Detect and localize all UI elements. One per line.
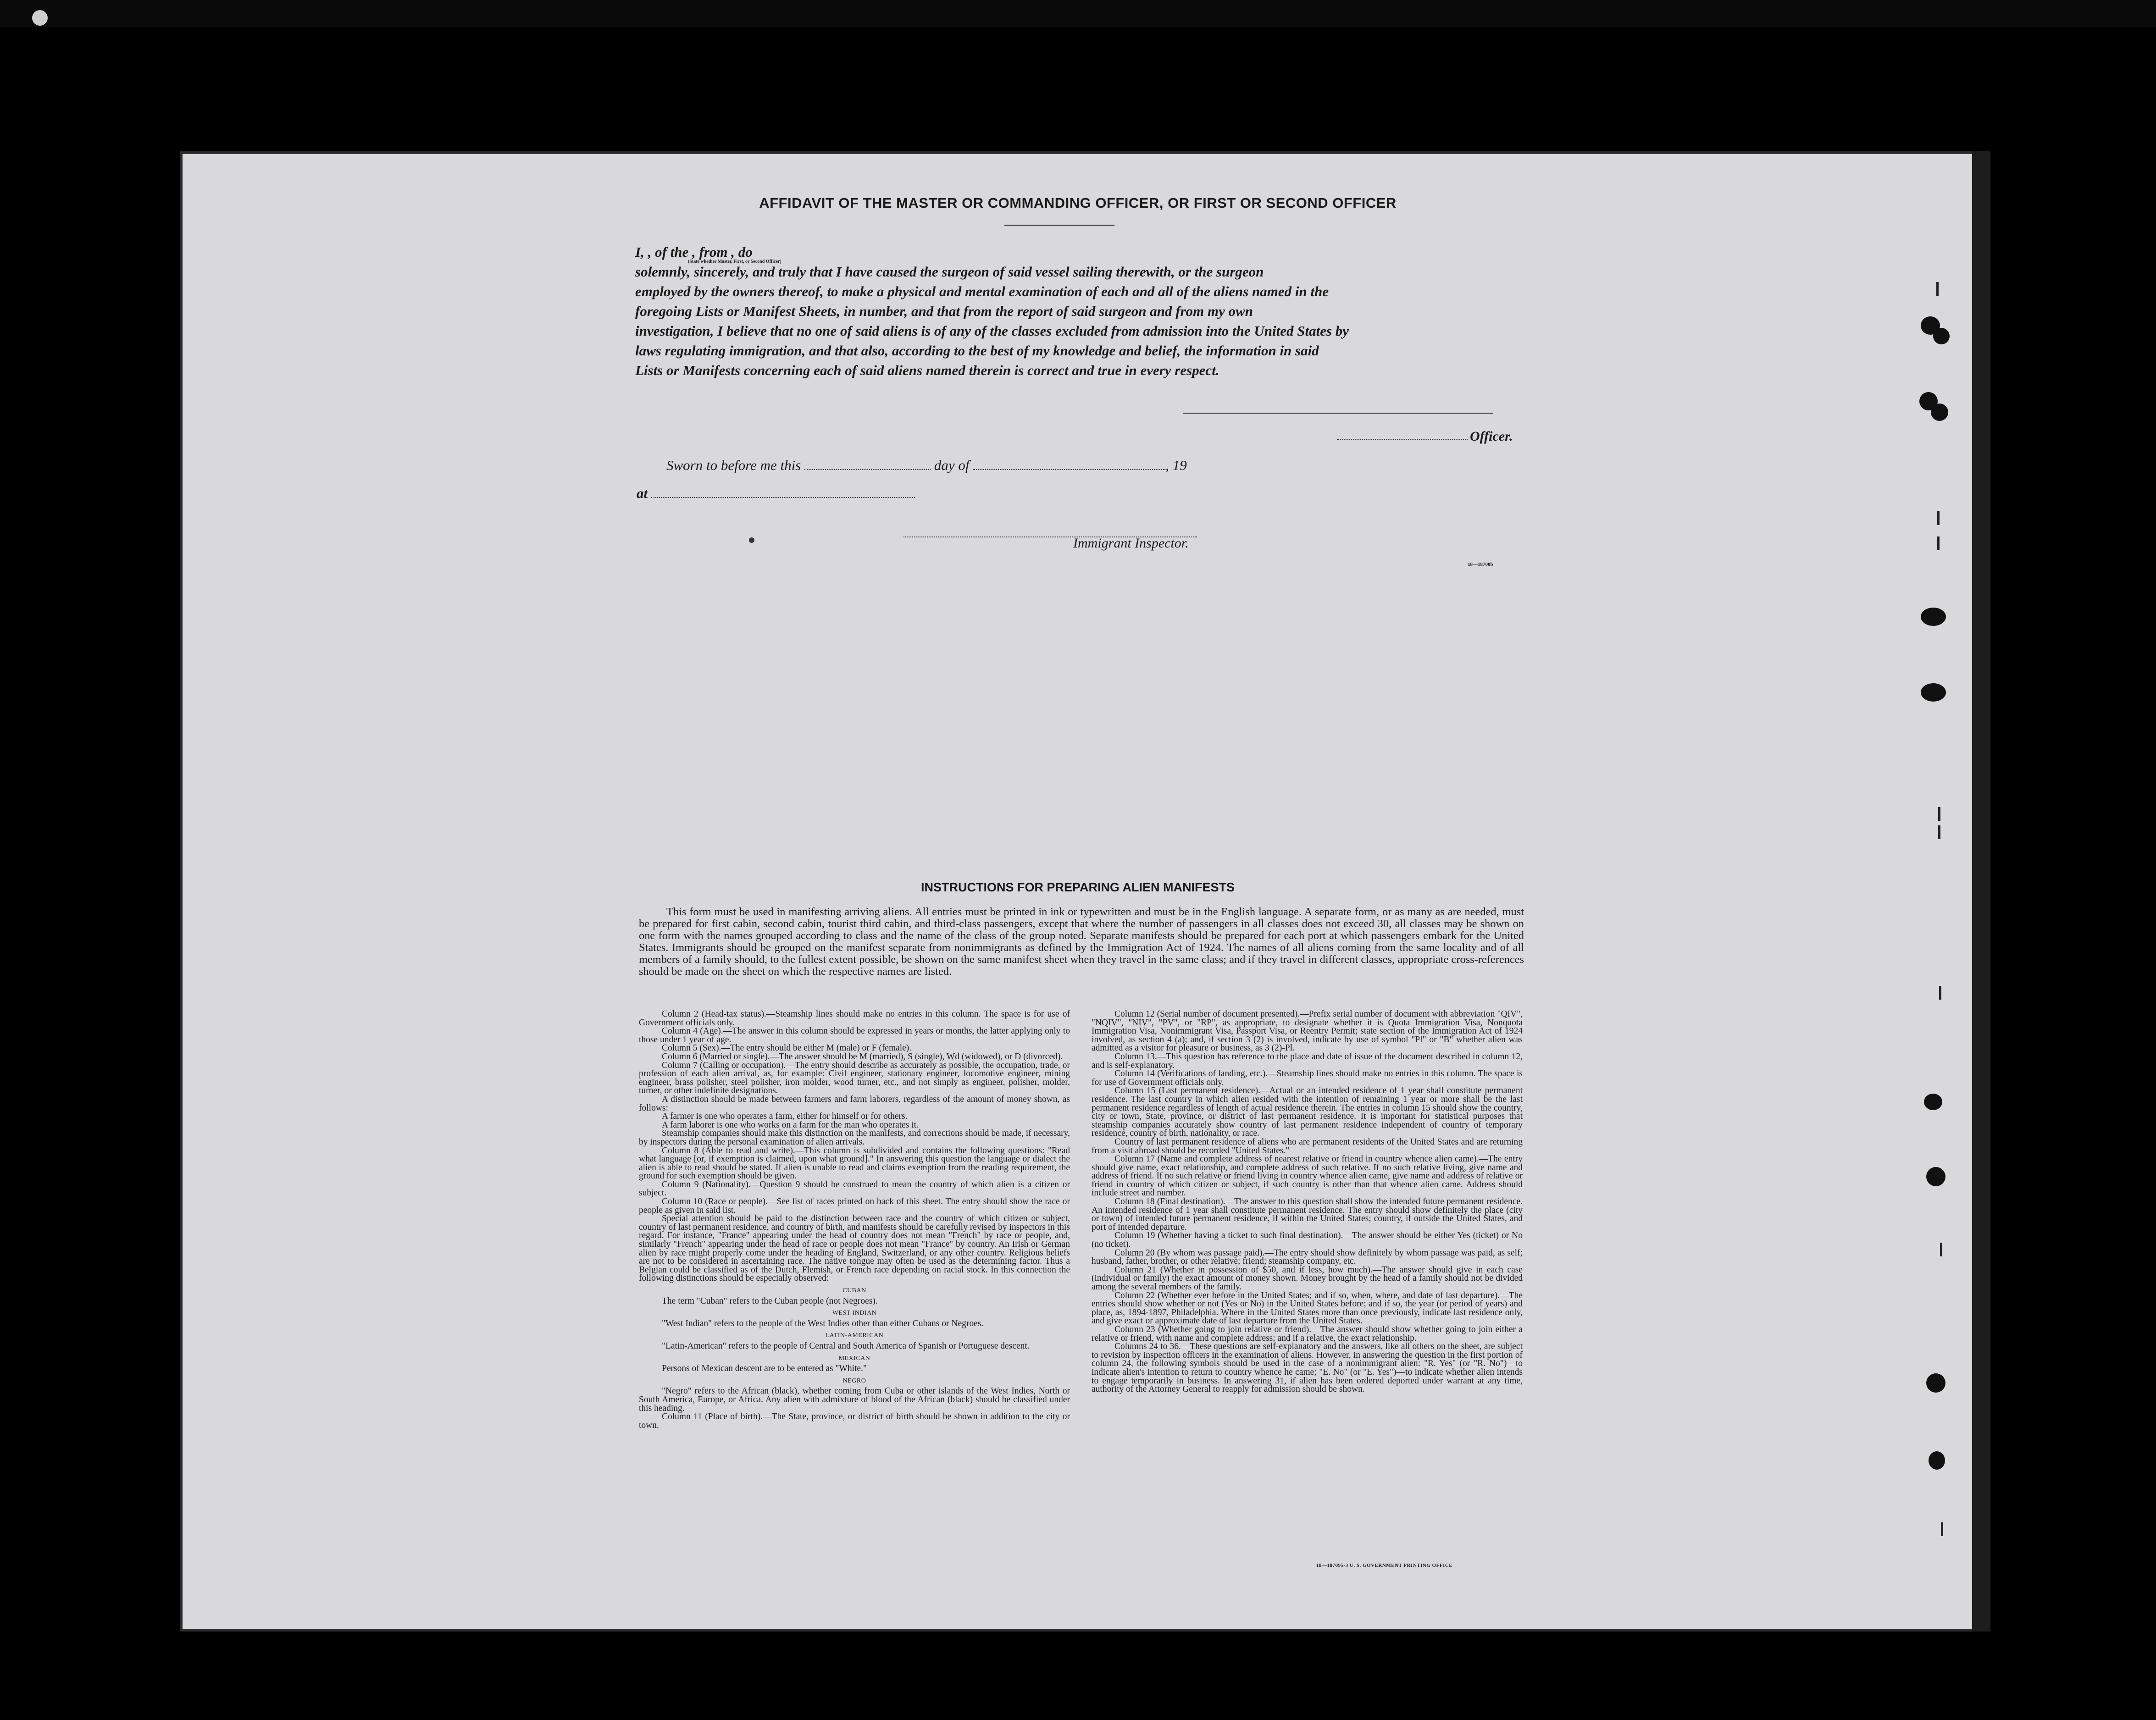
film-marker [32, 10, 48, 26]
affidavit-line1-c: , from [692, 244, 728, 260]
page-edge-shadow [1972, 151, 1990, 1632]
affidavit-line1-b: , of the [648, 244, 689, 260]
edge-mark [1938, 807, 1940, 821]
affidavit-title: AFFIDAVIT OF THE MASTER OR COMMANDING OFFICER, OR FIRST OR SECOND OFFICER [759, 195, 1397, 211]
instruction-paragraph: Column 6 (Married or single).—The answer should be M (married), S (single), Wd (widowed), or D (divorced). [662, 1051, 1063, 1062]
instructions-left-column [639, 1010, 1070, 1430]
punch-hole [1921, 608, 1946, 626]
instruction-paragraph: Column 22 (Whether ever before in the United States; and if so, when, where, and date of last departure).—The entries should show whether or not (Yes or No) in the United States before; and if so, the year (or period of years) and place, as, 1894-1897, Philadelphia. Where in the United States more than once previously, indicate last residence only, and give exact or approximate date of last departure from the United States. [1092, 1290, 1523, 1326]
instruction-paragraph: Column 14 (Verifications of landing, etc.).—Steamship lines should make no entries in this column. The space is for use of Government officials only. [1092, 1069, 1523, 1087]
instruction-paragraph: Columns 24 to 36.—These questions are self-explanatory and the answers, like all others on the sheet, are subject to revision by inspection officers in the examination of aliens. However, in answering the question in the first portion of column 24, the following symbols should be used in the case of a nonimmigrant alien: "R. Yes" (or "R. No")—to indicate alien's intention to return to country whence he came; "E. No" (or "E. Yes")—to indicate whether alien intends to engage temporarily in business. In answering 31, if alien has been ordered deported under warrant at any time, authority of the Attorney General to reapply for admission should be shown. [1092, 1342, 1523, 1394]
column-11-text: Column 11 (Place of birth).—The State, province, or district of birth should be shown in addition to the city or town. [639, 1412, 1070, 1430]
at-label: at [637, 485, 648, 501]
punch-hole [1931, 404, 1948, 421]
mexican-heading: MEXICAN [838, 1355, 870, 1362]
instruction-paragraph: Column 19 (Whether having a ticket to such final destination).—The answer should be either Yes (ticket) or No (no ticket). [1092, 1231, 1523, 1250]
negro-text: "Negro" refers to the African (black), whether coming from Cuba or other islands of the West Indies, North or South America, Europe, or Africa. Any alien with admixture of blood of the African (black) should be classified under this heading. [639, 1386, 1070, 1413]
mexican-text: Persons of Mexican descent are to be entered as "White." [662, 1364, 867, 1374]
sworn-day-field[interactable] [804, 459, 931, 470]
instruction-paragraph: Column 17 (Name and complete address of nearest relative or friend in country whence alien came).—The entry should give name, exact relationship, and complete address of such relative. If no such relative living, give name and address of friend. If no such relative or friend living in country whence alien came, give name and address of relative or friend in country of which citizen or subject, if such country is other than that whence alien came. Address should include street and number. [1092, 1154, 1523, 1198]
affidavit-line6: laws regulating immigration, and that also, according to the best of my knowledge and belief, the information in said [635, 343, 1319, 359]
affidavit-line3: employed by the owners thereof, to make a physical and mental examination of each and all of the aliens named in the [635, 283, 1329, 299]
instruction-paragraph: Column 13.—This question has reference to the place and date of issue of the document described in column 12, and is self-explanatory. [1092, 1051, 1523, 1070]
edge-mark [1936, 282, 1939, 296]
west-indian-text: "West Indian" refers to the people of the West Indies other than either Cubans or Negroes. [662, 1318, 984, 1328]
title-rule [1004, 225, 1114, 226]
instruction-paragraph: Steamship companies should make this distinction on the manifests, and corrections should be made, if necessary, by inspectors during the personal examination of alien arrivals. [639, 1128, 1070, 1147]
negro-heading: NEGRO [842, 1377, 866, 1384]
punch-hole [1921, 683, 1946, 702]
instruction-paragraph: Special attention should be paid to the distinction between race and the country of which citizen or subject, country of last permanent residence, and country of birth, and manifests should be carefully revised by inspectors in this regard. For instance, "France" appearing under the head of country does not mean "French" by race or people, and, similarly "French" appearing under the head of race or people does not mean "France" by country. An Irish or German alien by race might properly come under the heading of England, Switzerland, or any other country. Religious beliefs are not to be considered in ascertaining race. The native tongue may often be used as the determining factor. Thus a Belgian could be classified as of the Dutch, Flemish, or French race depending on racial stock. In this connection the following distinctions should be especially observed: [639, 1214, 1070, 1283]
instructions-right-column [1092, 1010, 1523, 1394]
affidavit-line7: Lists or Manifests concerning each of said aliens named therein is correct and true in every respect. [635, 362, 1219, 378]
affidavit-line1-a: I, [635, 244, 644, 260]
instruction-paragraph: Column 15 (Last permanent residence).—Actual or an intended residence of 1 year shall constitute permanent residence. The last country in which alien resided with the intention of remaining 1 year or more shall be the last permanent residence regardless of length of actual residence therein. The entries in column 15 should show the country, city or town, State, province, or district of last permanent residence. It is important for statistical purposes that steamship companies accurately show country of last permanent residence independent of country of temporary residence, country of birth, nationality, or race. [1092, 1086, 1523, 1139]
affidavit-line5: investigation, I believe that no one of said aliens is of any of the classes excluded from admission into the United States by [635, 323, 1349, 339]
affidavit-line4-b: in number, and that from the report of said surgeon and from my own [843, 303, 1253, 319]
punch-hole [1926, 1167, 1945, 1186]
instruction-paragraph: Column 10 (Race or people).—See list of races printed on back of this sheet. The entry should show the race or people as given in said list. [639, 1197, 1070, 1215]
cuban-text: The term "Cuban" refers to the Cuban people (not Negroes). [662, 1296, 878, 1306]
at-line [637, 485, 915, 502]
edge-mark [1937, 536, 1940, 550]
edge-mark [1940, 1243, 1942, 1256]
punch-hole [1924, 1094, 1942, 1110]
cuban-heading: CUBAN [842, 1287, 866, 1294]
instruction-paragraph: Column 20 (By whom was passage paid).—The entry should show definitely by whom passage was paid, as self; husband, father, brother, or other relative; friend; steamship company, etc. [1092, 1248, 1523, 1266]
affidavit-line1-d: , do [731, 244, 753, 260]
sworn-text-c: , 19 [1165, 457, 1187, 473]
punch-hole [1929, 1451, 1945, 1470]
edge-mark [1937, 511, 1940, 525]
affidavit-line4-a: foregoing Lists or Manifest Sheets, [635, 303, 840, 319]
punch-hole [1926, 1373, 1945, 1393]
edge-mark [1939, 986, 1941, 1000]
punch-hole [1933, 328, 1950, 344]
instructions-title: INSTRUCTIONS FOR PREPARING ALIEN MANIFESTS [920, 880, 1235, 894]
sworn-text-a: Sworn to before me this [666, 457, 801, 473]
instruction-paragraph: Column 12 (Serial number of document presented).—Prefix serial number of document with abbreviation "QIV", "NQIV", "NIV", "PV", or "RP", as appropriate, to designate whether it is Quota Immigration Visa, Nonquota Immigration Visa, Nonimmigrant Visa, Passport Visa, or Reentry Permit; state section of the Immigration Act of 1924 involved, as section 4 (a); and, if section 3 (2) is involved, indicate by use of symbol "Pl" or "B" whether alien was admitted as a visitor for pleasure or business, as 3 (2)-Pl. [1092, 1009, 1523, 1053]
affidavit-line2-a: solemnly, sincerely, and truly [635, 264, 806, 280]
sworn-text-b: day of [934, 457, 970, 473]
instruction-paragraph: Column 2 (Head-tax status).—Steamship lines should make no entries in this column. The space is for use of Government officials only. [639, 1009, 1070, 1028]
instruction-paragraph: Country of last permanent residence of aliens who are permanent residents of the United States and are returning from a visit abroad should be recorded "United States." [1092, 1137, 1523, 1156]
officer-signature-line[interactable] [1183, 413, 1493, 414]
instruction-paragraph: Column 8 (Able to read and write).—This column is subdivided and contains the following questions: "Read what language [or, if exemption is claimed, upon what ground]." In answering this question the language or dialect the alien is able to read should be stated. If alien is unable to read and claims exemption from the reading requirement, the ground for such exemption should be given. [639, 1145, 1070, 1181]
sworn-month-field[interactable] [973, 459, 1165, 470]
edge-mark [1941, 1522, 1943, 1536]
instruction-paragraph: Column 9 (Nationality).—Question 9 should be construed to mean the country of which alien is a citizen or subject. [639, 1179, 1070, 1198]
instruction-paragraph: Column 21 (Whether in possession of $50, and if less, how much).—The answer should give in each case (individual or family) the exact amount of money shown. Money brought by the head of a family should not be divided among the several members of the family. [1092, 1265, 1523, 1292]
instruction-paragraph: A farmer is one who operates a farm, either for himself or for others. [662, 1112, 908, 1122]
instruction-paragraph: Column 23 (Whether going to join relative or friend).—The answer should show whether going to join either a relative or friend, with name and complete address; and if a relative, the exact relationship. [1092, 1324, 1523, 1343]
edge-mark [1938, 825, 1940, 839]
form-code: 18—18700b [1468, 562, 1493, 567]
ink-blot [749, 537, 754, 543]
instruction-paragraph: Column 18 (Final destination).—The answer to this question shall show the intended future permanent residence. An intended residence of 1 year shall constitute permanent residence. The entry should show definitely the place (city or town) of intended future permanent residence, if within the United States; country, if outside the United States, and port of intended departure. [1092, 1197, 1523, 1232]
officer-title-field[interactable] [1337, 429, 1468, 440]
west-indian-heading: WEST INDIAN [832, 1310, 877, 1317]
instruction-paragraph: Column 4 (Age).—The answer in this column should be expressed in years or months, the latter applying only to those under 1 year of age. [639, 1026, 1070, 1045]
officer-label: Officer. [1470, 429, 1513, 444]
instructions-intro: This form must be used in manifesting arriving aliens. All entries must be printed in ink or typewritten and must be in the English language. A separate form, or as many as are needed, must be prepared for first cabin, second cabin, tourist third cabin, and third-class passengers, except that where the number of passengers in all classes does not exceed 30, all classes may be shown on one form with the names grouped according to class and the name of the class of the group noted. Separate manifests should be prepared for each port at which passengers embark for the United States. Immigrants should be grouped on the manifest separate from nonimmigrants as defined by the Immigration Act of 1924. The names of all aliens coming from the same locality and of all members of a family should, to the fullest extent possible, be shown on the same manifest sheet when they travel in the same class; and if they travel in different classes, appropriate cross-references should be made on the sheet on which the respective names are listed. [639, 906, 1524, 978]
instruction-paragraph: A distinction should be made between farmers and farm laborers, regardless of the amount of money shown, as follows: [639, 1094, 1070, 1113]
instruction-paragraph: Column 5 (Sex).—The entry should be either M (male) or F (female). [662, 1043, 912, 1053]
film-edge [0, 0, 2156, 28]
sworn-line [666, 457, 1187, 474]
instruction-paragraph: A farm laborer is one who works on a farm for the man who operates it. [662, 1120, 919, 1130]
latin-american-text: "Latin-American" refers to the people of Central and South America of Spanish or Portuguese descent. [662, 1341, 1030, 1351]
latin-american-heading: LATIN-AMERICAN [825, 1332, 884, 1339]
printing-office-code: 18—187095-3 U. S. GOVERNMENT PRINTING OFFICE [1316, 1563, 1453, 1568]
rank-note: (State whether Master, First, or Second Officer) [688, 259, 781, 264]
affidavit-line2-b: that I have caused the surgeon of said vessel sailing therewith, or the surgeon [809, 264, 1264, 280]
at-place-field[interactable] [651, 487, 915, 498]
instruction-paragraph: Column 7 (Calling or occupation).—The entry should describe as accurately as possible, the occupation, trade, or profession of each alien arrival, as, for example: Civil engineer, stationary engineer, locomotive engineer, mining engineer, brass polisher, steel polisher, iron molder, wood turner, etc., and not simply as engineer, polisher, molder, turner, or other indefinite designations. [639, 1060, 1070, 1096]
inspector-label: Immigrant Inspector. [1073, 536, 1189, 551]
